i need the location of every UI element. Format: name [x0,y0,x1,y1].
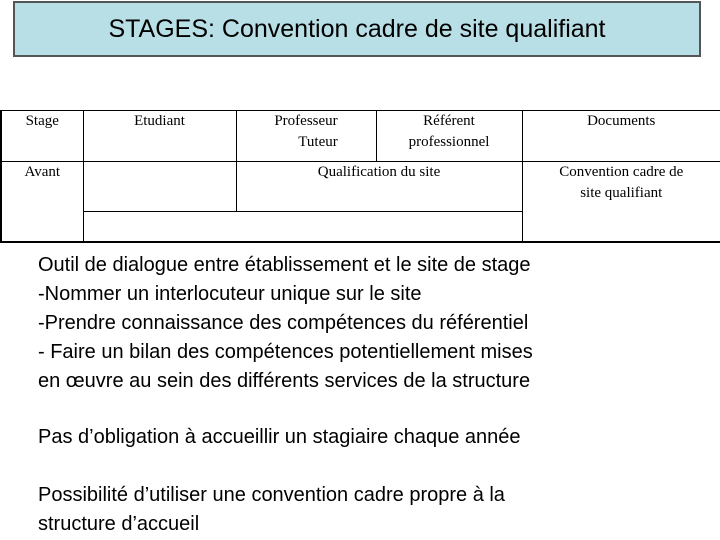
header-documents: Documents [522,111,720,162]
header-professeur-tuteur: Professeur Tuteur [236,111,376,162]
title-banner [13,1,701,57]
cell-etudiant-avant [83,162,236,212]
cell-qualification: Qualification du site [236,162,522,212]
table-header-row [1,111,720,162]
paragraph-heading: Outil de dialogue entre établissement et le site de stage [38,254,531,276]
header-stage: Stage [1,111,83,162]
header-referent-professionnel: Référent professionnel [376,111,522,162]
bullet-item-continuation: en œuvre au sein des différents services de la structure [38,370,531,392]
obligation-note: Pas d’obligation à accueillir un stagiaire chaque année [38,426,521,448]
convention-note: Possibilité d’utiliser une convention cadre propre à la structure d’accueil [38,484,505,535]
stages-table [0,110,720,243]
cell-avant: Avant [1,162,83,212]
table-row-empty [1,212,720,243]
cell-empty [1,212,83,243]
cell-documents-avant: Convention cadre de site qualifiant [522,162,720,212]
bullet-item: -Prendre connaissance des compétences du référentiel [38,312,529,334]
cell-empty [83,212,522,243]
description-paragraph [38,251,533,396]
cell-empty [522,212,720,243]
bullet-item: -Nommer un interlocuteur unique sur le site [38,283,422,305]
header-etudiant: Etudiant [83,111,236,162]
page-title: STAGES: Convention cadre de site qualifiant [108,14,606,43]
bullet-item: - Faire un bilan des compétences potentiellement mises [38,341,533,363]
table-row-avant [1,162,720,212]
